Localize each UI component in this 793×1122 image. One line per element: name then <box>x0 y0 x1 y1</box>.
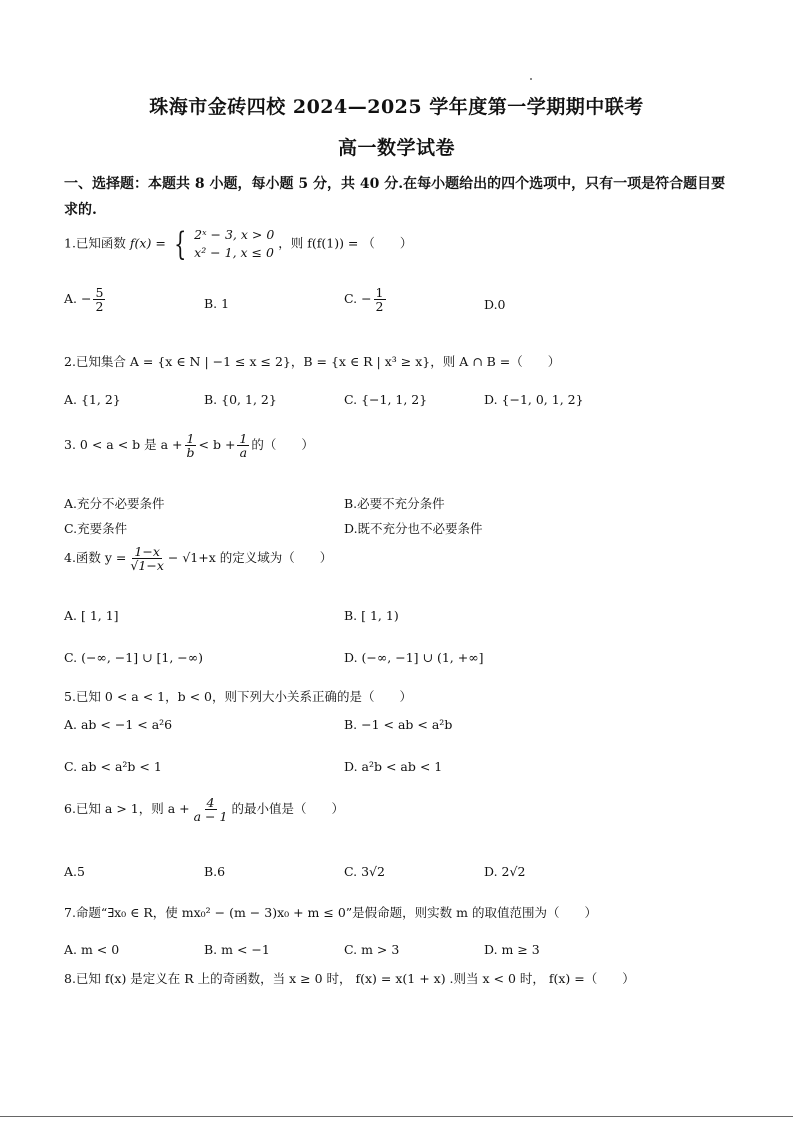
question-3 <box>64 432 314 459</box>
q1-fx: f(x) = <box>129 235 166 251</box>
q4-option-c: C. (−∞, −1] ∪ [1, −∞) <box>64 650 204 665</box>
q1-suffix: ，则 f(f(1)) = （ ） <box>278 235 413 251</box>
q6-part-1: 6.已知 a > 1，则 a + <box>64 801 190 817</box>
q6-num: 4 <box>206 795 215 810</box>
q4-num: 1−x <box>134 544 160 559</box>
q4-option-a: A. [ 1, 1] <box>64 608 119 623</box>
question-2: 2.已知集合 A = {x ∈ N | −1 ≤ x ≤ 2}，B = {x ∈ R | x³ ≥ x}，则 A ∩ B =（ ） <box>64 354 561 369</box>
q3-option-c: C.充要条件 <box>64 521 128 536</box>
q3-part-3: 的（ ） <box>251 437 314 453</box>
scan-speck <box>530 78 532 80</box>
page-bottom-rule <box>0 1116 793 1117</box>
q1-option-a <box>64 286 107 313</box>
question-7: 7.命题“∃x₀ ∈ R，使 mx₀² − (m − 3)x₀ + m ≤ 0”是假命题，则实数 m 的取值范围为（ ） <box>64 905 597 920</box>
q3-fraction-2 <box>237 432 249 459</box>
q1-a-sign: A. − <box>64 291 92 307</box>
q5-option-b: B. −1 < ab < a²b <box>344 717 453 732</box>
q1-c-fraction <box>374 286 386 313</box>
q5-option-d: D. a²b < ab < 1 <box>344 759 443 774</box>
q5-option-c: C. ab < a²b < 1 <box>64 759 162 774</box>
question-1 <box>64 226 412 262</box>
q1-case-2: x² − 1, x ≤ 0 <box>194 245 274 260</box>
question-4 <box>64 545 332 572</box>
q1-option-b: B. 1 <box>204 296 230 311</box>
q4-part-1: 4.函数 y = <box>64 550 127 566</box>
q4-den: √1−x <box>130 558 164 574</box>
q7-option-d: D. m ≥ 3 <box>484 942 540 957</box>
q1-c-num: 1 <box>375 285 384 300</box>
section-heading: 一、选择题：本题共 8 小题，每小题 5 分，共 40 分.在每小题给出的四个选项中，只有一项是符合题目要求的. <box>64 176 726 218</box>
q3-f2-num: 1 <box>239 431 248 446</box>
q3-option-d: D.既不充分也不必要条件 <box>344 521 483 536</box>
q1-cases <box>194 226 274 262</box>
q6-option-c: C. 3√2 <box>344 864 385 879</box>
q7-option-a: A. m < 0 <box>64 942 120 957</box>
q6-option-d: D. 2√2 <box>484 864 526 879</box>
q4-option-b: B. [ 1, 1) <box>344 608 399 623</box>
q1-prefix: 1.已知函数 <box>64 235 126 251</box>
exam-title: 珠海市金砖四校 2024—2025 学年度第一学期期中联考 <box>149 96 644 118</box>
q1-c-sign: C. − <box>344 291 372 307</box>
q6-option-b: B.6 <box>204 864 226 879</box>
q1-case-1: 2ˣ − 3, x > 0 <box>194 227 275 242</box>
exam-subtitle: 高一数学试卷 <box>337 137 455 159</box>
q2-option-d: D. {−1, 0, 1, 2} <box>484 392 584 407</box>
q4-part-2: − √1+x 的定义域为（ ） <box>167 550 333 566</box>
q6-den: a − 1 <box>193 809 228 825</box>
q2-option-c: C. {−1, 1, 2} <box>344 392 428 407</box>
q1-a-den: 2 <box>95 299 104 315</box>
question-6 <box>64 796 344 823</box>
q2-option-b: B. {0, 1, 2} <box>204 392 277 407</box>
q4-fraction <box>128 545 165 572</box>
q3-part-1: 3. 0 < a < b 是 a + <box>64 437 183 453</box>
q4-option-d: D. (−∞, −1] ∪ (1, +∞] <box>344 650 484 665</box>
q3-f1-den: b <box>186 445 195 461</box>
question-5: 5.已知 0 < a < 1，b < 0，则下列大小关系正确的是（ ） <box>64 689 412 704</box>
q7-option-c: C. m > 3 <box>344 942 400 957</box>
q1-option-d: D.0 <box>484 297 506 312</box>
q6-part-2: 的最小值是（ ） <box>231 801 344 817</box>
q5-option-a: A. ab < −1 < a²6 <box>64 717 173 732</box>
q3-fraction-1 <box>185 432 197 459</box>
q6-option-a: A.5 <box>64 864 85 879</box>
q3-part-2: < b + <box>198 437 236 453</box>
q1-a-num: 5 <box>95 285 104 300</box>
q1-c-den: 2 <box>375 299 384 315</box>
q3-f1-num: 1 <box>186 431 195 446</box>
q7-option-b: B. m < −1 <box>204 942 270 957</box>
q3-option-a: A.充分不必要条件 <box>64 496 165 511</box>
q1-a-fraction <box>93 286 105 313</box>
q2-option-a: A. {1, 2} <box>64 392 121 407</box>
question-8: 8.已知 f(x) 是定义在 R 上的奇函数，当 x ≥ 0 时， f(x) = x(1 + x) .则当 x < 0 时， f(x) =（ ） <box>64 971 635 986</box>
q1-option-c <box>344 286 388 313</box>
q3-f2-den: a <box>239 445 248 461</box>
q3-option-b: B.必要不充分条件 <box>344 496 445 511</box>
q6-fraction <box>192 796 230 823</box>
q1-brace: { <box>173 225 187 263</box>
